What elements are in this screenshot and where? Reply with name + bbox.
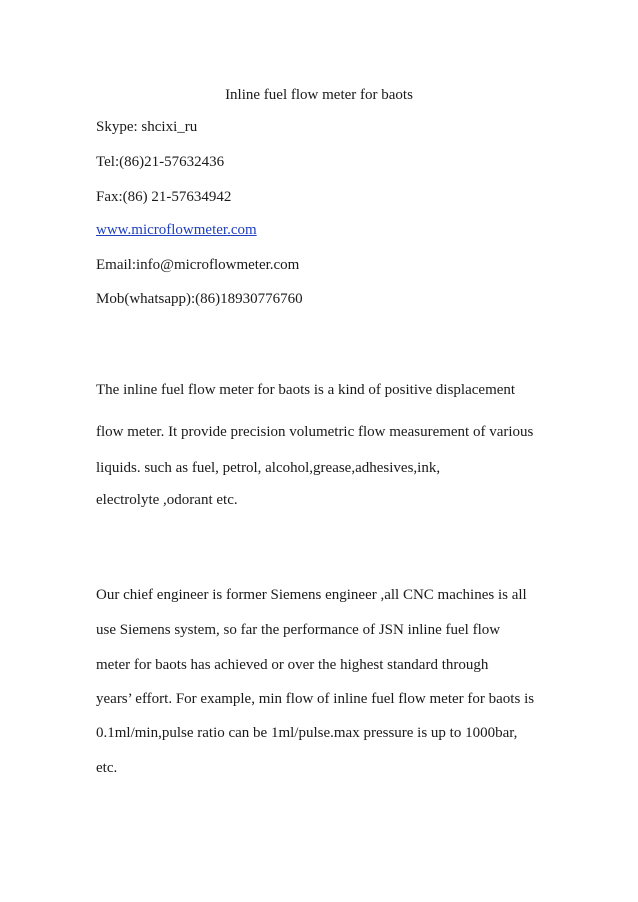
paragraph2-line: etc. <box>96 760 118 776</box>
paragraph2-line: Our chief engineer is former Siemens engineer ,all CNC machines is all <box>96 587 527 603</box>
mobile-line: Mob(whatsapp):(86)18930776760 <box>96 291 303 307</box>
paragraph2-line: meter for baots has achieved or over the highest standard through <box>96 657 489 673</box>
skype-line: Skype: shcixi_ru <box>96 119 198 135</box>
paragraph1-line: The inline fuel flow meter for baots is a kind of positive displacement <box>96 382 516 398</box>
paragraph2-line: years’ effort. For example, min flow of inline fuel flow meter for baots is <box>96 691 535 707</box>
paragraph1-line: flow meter. It provide precision volumetric flow measurement of various <box>96 424 534 440</box>
email-line: Email:info@microflowmeter.com <box>96 257 300 273</box>
fax-line: Fax:(86) 21-57634942 <box>96 189 232 205</box>
tel-line: Tel:(86)21-57632436 <box>96 154 225 170</box>
paragraph1-line: electrolyte ,odorant etc. <box>96 492 238 508</box>
document-title: Inline fuel flow meter for baots <box>225 87 413 103</box>
paragraph1-line: liquids. such as fuel, petrol, alcohol,grease,adhesives,ink, <box>96 460 441 476</box>
paragraph2-line: 0.1ml/min,pulse ratio can be 1ml/pulse.max pressure is up to 1000bar, <box>96 725 518 741</box>
website-link[interactable]: www.microflowmeter.com <box>96 222 257 238</box>
paragraph2-line: use Siemens system, so far the performance of JSN inline fuel flow <box>96 622 501 638</box>
